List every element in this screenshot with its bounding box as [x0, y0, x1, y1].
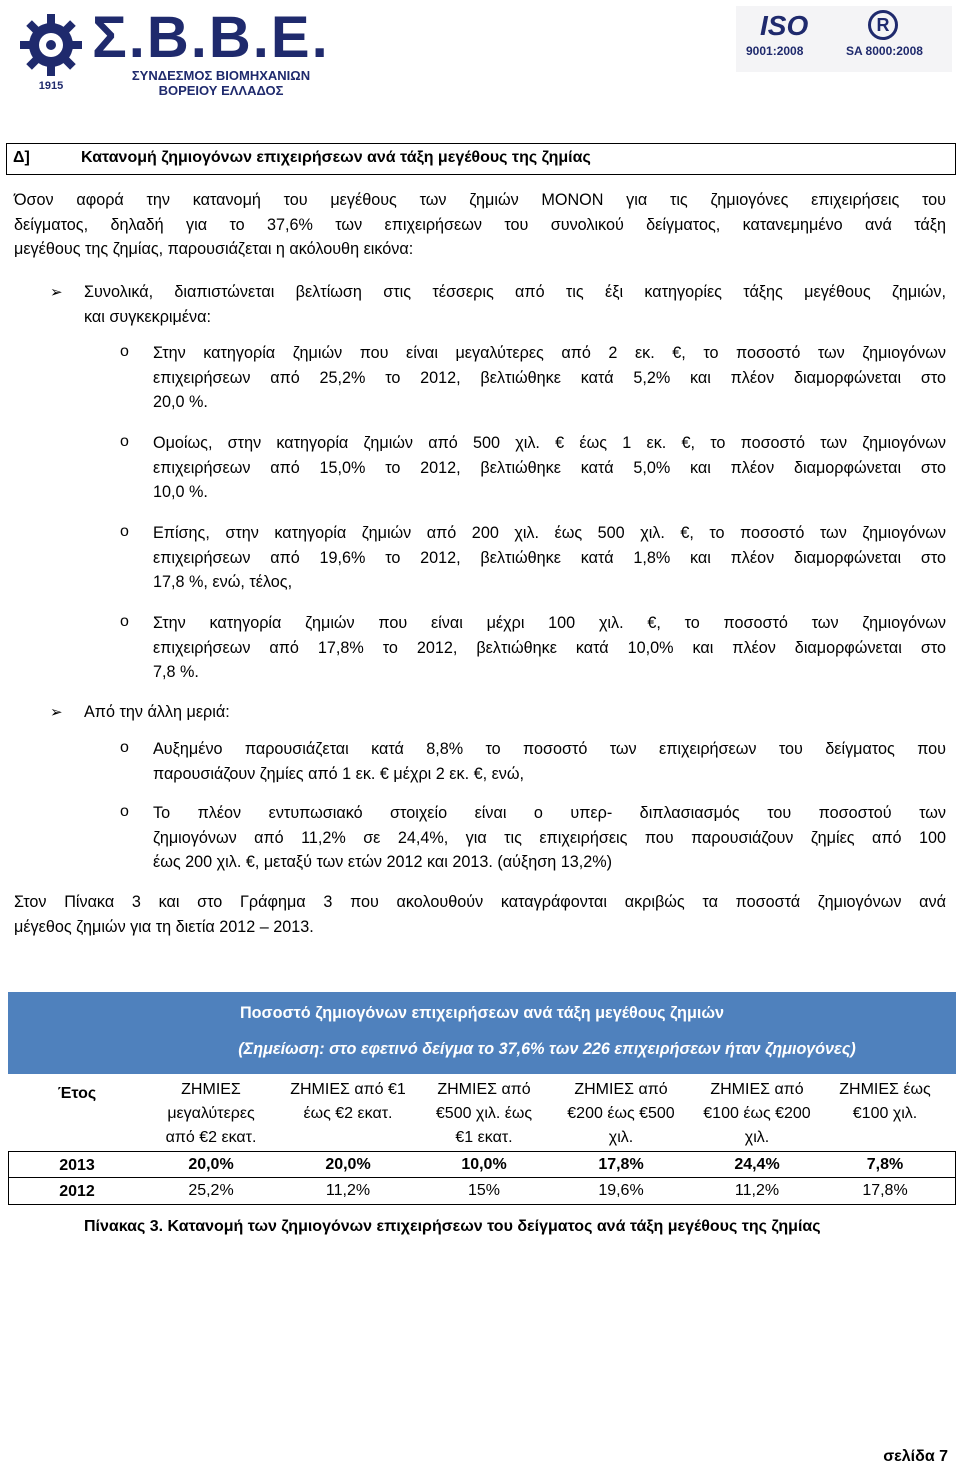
arrow-bullet-icon: ➢	[50, 284, 63, 301]
list-item	[153, 801, 946, 875]
table-cell: 17,8%	[862, 1182, 908, 1199]
table-cell: 24,4%	[734, 1156, 780, 1173]
table-divider	[8, 1151, 9, 1204]
list-item	[153, 611, 946, 685]
circle-bullet-icon: o	[120, 803, 129, 820]
column-header	[824, 1078, 946, 1126]
list-item	[153, 431, 946, 505]
section-heading	[6, 143, 956, 175]
list-item-line: παρουσιάζουν ζημίες από 1 εκ. € μέχρι 2 εκ. €, ενώ,	[153, 764, 525, 783]
column-header-line: έως €2 εκατ.	[303, 1105, 393, 1122]
gear-icon	[18, 12, 84, 78]
column-header-line: €1 εκατ.	[455, 1129, 513, 1146]
sa-logo: R	[868, 10, 898, 40]
column-header	[554, 1078, 688, 1150]
org-initials: Σ.Β.Β.Ε.	[92, 5, 330, 70]
column-header-line: €100 έως €200	[703, 1105, 811, 1122]
list-item-line: Ομοίως, στην κατηγορία ζημιών από 500 χιλ. € έως 1 εκ. €, το ποσοστό των ζημιογόνων	[153, 434, 946, 452]
circle-bullet-icon: o	[120, 739, 129, 756]
row-year: 2013	[59, 1157, 95, 1174]
table-cell: 20,0%	[188, 1156, 234, 1173]
list-item	[153, 737, 946, 786]
column-header-line: ΖΗΜΙΕΣ από	[574, 1081, 668, 1098]
year-column-header: Έτος	[57, 1085, 97, 1102]
list-item-line: επιχειρήσεων από 15,0% το 2012, βελτιώθηκε κατά 5,0% και πλέον διαμορφώνεται στο	[153, 458, 946, 477]
closing-line: μέγεθος ζημιών για τη διετία 2012 – 2013.	[14, 917, 314, 936]
circle-bullet-icon: o	[120, 523, 129, 540]
founded-year: 1915	[38, 80, 64, 92]
column-header	[280, 1078, 416, 1126]
table-cell: 10,0%	[461, 1156, 507, 1173]
column-header-line: ΖΗΜΙΕΣ	[181, 1081, 241, 1098]
iso-code: 9001:2008	[746, 44, 804, 58]
list-item-line: 10,0 %.	[153, 483, 208, 501]
table-divider	[955, 1151, 956, 1204]
list-item-line: επιχειρήσεων από 19,6% το 2012, βελτιώθηκε κατά 1,8% και πλέον διαμορφώνεται στο	[153, 548, 946, 567]
arrow-bullet-icon: ➢	[50, 704, 63, 721]
org-name	[92, 68, 350, 98]
intro-line: Όσον αφορά την κατανομή του μεγέθους των ζημιών ΜΟΝΟΝ για τις ζημιογόνες επιχειρήσεις του	[14, 191, 946, 209]
closing-paragraph	[14, 890, 946, 939]
list-item-line: επιχειρήσεων από 25,2% το 2012, βελτιώθηκε κατά 5,2% και πλέον διαμορφώνεται στο	[153, 368, 946, 387]
list-item-line: Στην κατηγορία ζημιών που είναι μέχρι 100 χιλ. €, το ποσοστό των ζημιογόνων	[153, 614, 946, 632]
circle-bullet-icon: o	[120, 613, 129, 630]
column-header-line: χιλ.	[744, 1129, 770, 1146]
table-divider	[8, 1151, 956, 1152]
table-title-band	[8, 992, 956, 1074]
table-cell: 7,8%	[866, 1156, 904, 1173]
closing-line: Στον Πίνακα 3 και στο Γράφημα 3 που ακολουθούν καταγράφονται ακριβώς τα ποσοστά ζημιογόνων ανά	[14, 893, 946, 911]
bullet-line: και συγκεκριμένα:	[84, 307, 211, 326]
intro-paragraph	[14, 188, 946, 262]
bullet-summary	[84, 280, 946, 329]
column-header-line: από €2 εκατ.	[165, 1129, 257, 1146]
table-cell: 11,2%	[325, 1182, 371, 1199]
list-item-line: 20,0 %.	[153, 393, 208, 411]
circle-bullet-icon: o	[120, 433, 129, 450]
column-header	[148, 1078, 274, 1150]
list-item-line: Στην κατηγορία ζημιών που είναι μεγαλύτερες από 2 εκ. €, το ποσοστό των ζημιογόνων	[153, 344, 946, 362]
table-divider	[8, 1177, 956, 1178]
table-cell: 20,0%	[325, 1156, 371, 1173]
column-header-line: €200 έως €500	[567, 1105, 675, 1122]
column-header-line: ΖΗΜΙΕΣ από €1	[290, 1081, 406, 1098]
column-header-line: χιλ.	[608, 1129, 634, 1146]
iso-logo: ISO	[760, 10, 809, 41]
org-name-line2: ΒΟΡΕΙΟΥ ΕΛΛΑΔΟΣ	[158, 83, 284, 98]
column-header	[420, 1078, 548, 1150]
bullet-line: Συνολικά, διαπιστώνεται βελτίωση στις τέσσερις από τις έξι κατηγορίες τάξης μεγέθους ζημιών,	[84, 283, 946, 301]
intro-line: δείγματος, δηλαδή για το 37,6% των επιχειρήσεων του συνολικού δείγματος, κατανεμημένο ανά τάξη	[14, 215, 946, 234]
column-header-line: €100 χιλ.	[852, 1105, 918, 1122]
sbbe-logo	[12, 6, 342, 102]
column-header-line: ΖΗΜΙΕΣ έως	[839, 1081, 931, 1098]
column-header	[692, 1078, 822, 1150]
list-item	[153, 341, 946, 415]
page-number: σελίδα 7	[883, 1448, 948, 1465]
table-cell: 17,8%	[598, 1156, 644, 1173]
section-title: Κατανομή ζημιογόνων επιχειρήσεων ανά τάξη μεγέθους της ζημίας	[81, 149, 591, 166]
column-header-line: μεγαλύτερες	[167, 1105, 255, 1122]
table-title: Ποσοστό ζημιογόνων επιχειρήσεων ανά τάξη μεγέθους ζημιών	[239, 1004, 725, 1022]
list-item-line: Το πλέον εντυπωσιακό στοιχείο είναι ο υπερ- διπλασιασμός του ποσοστού των	[153, 804, 946, 822]
column-header-line: ΖΗΜΙΕΣ από	[437, 1081, 531, 1098]
table-divider	[8, 1204, 956, 1205]
org-name-line1: ΣΥΝΔΕΣΜΟΣ ΒΙΟΜΗΧΑΝΙΩΝ	[131, 68, 311, 83]
table-cell: 11,2%	[734, 1182, 780, 1199]
section-letter: Δ]	[13, 149, 30, 166]
list-item-line: Αυξημένο παρουσιάζεται κατά 8,8% το ποσοστό των επιχειρήσεων του δείγματος που	[153, 740, 946, 758]
circle-bullet-icon: o	[120, 343, 129, 360]
list-item-line: 17,8 %, ενώ, τέλος,	[153, 573, 293, 591]
column-header-line: €500 χιλ. έως	[435, 1105, 533, 1122]
list-item-line: Επίσης, στην κατηγορία ζημιών από 200 χιλ. έως 500 χιλ. €, το ποσοστό των ζημιογόνων	[153, 524, 946, 542]
intro-line: μεγέθους της ζημίας, παρουσιάζεται η ακόλουθη εικόνα:	[14, 240, 414, 258]
table-cell: 19,6%	[598, 1182, 644, 1199]
table-note: (Σημείωση: στο εφετινό δείγμα το 37,6% των 226 επιχειρήσεων ήταν ζημιογόνες)	[238, 1040, 856, 1058]
sa-code: SA 8000:2008	[846, 44, 923, 58]
row-year: 2012	[59, 1183, 95, 1200]
list-item	[153, 521, 946, 595]
list-item-line: 7,8 %.	[153, 663, 199, 681]
bullet-summary	[84, 700, 946, 725]
certification-logos	[736, 6, 952, 72]
table-cell: 25,2%	[188, 1182, 234, 1199]
table-caption: Πίνακας 3. Κατανομή των ζημιογόνων επιχειρήσεων του δείγματος ανά τάξη μεγέθους της ζημίας	[84, 1218, 821, 1235]
page-header	[8, 6, 952, 102]
table-cell: 15%	[467, 1182, 501, 1199]
list-item-line: επιχειρήσεων από 17,8% το 2012, βελτιώθηκε κατά 10,0% και πλέον διαμορφώνεται στο	[153, 638, 946, 657]
list-item-line: έως 200 χιλ. €, μεταξύ των ετών 2012 και 2013. (αύξηση 13,2%)	[153, 853, 613, 871]
list-item-line: ζημιογόνων από 11,2% σε 24,4%, για τις επιχειρήσεις που παρουσιάζουν ζημίες από 100	[153, 828, 946, 847]
column-header-line: ΖΗΜΙΕΣ από	[710, 1081, 804, 1098]
bullet-line: Από την άλλη μεριά:	[84, 703, 230, 721]
